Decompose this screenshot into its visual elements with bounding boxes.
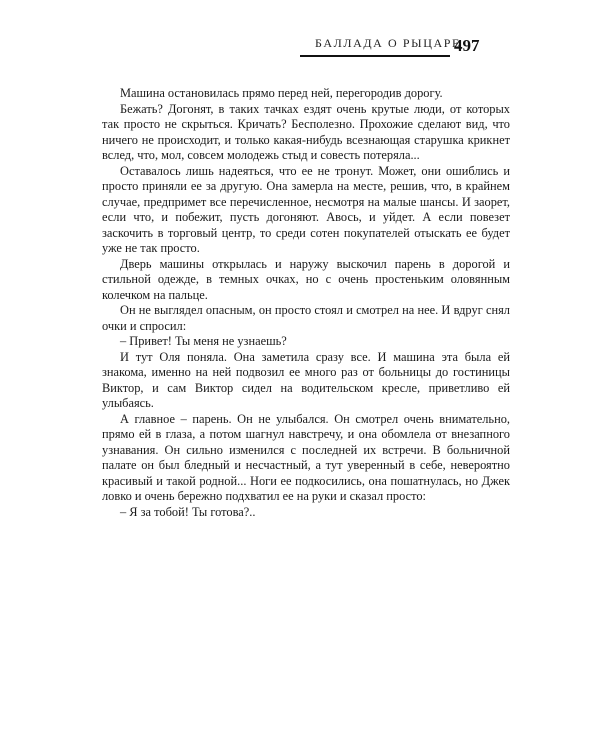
- header-rule: [300, 55, 450, 57]
- paragraph: Дверь машины открылась и наружу выскочил парень в дорогой и стильной одежде, в темных очках, но с очень простеньким оловянным колечком на пальце.: [102, 256, 510, 302]
- paragraph: Машина остановилась прямо перед ней, перегородив дорогу.: [120, 86, 443, 100]
- paragraph: И тут Оля поняла. Она заметила сразу все. И машина эта была ей знакома, именно на ней подвозил ее много раз от больницы до гостиницы Виктор, и сам Виктор сидел на водительском кресле, приветливо ей улыбаясь.: [102, 349, 510, 410]
- paragraph: А главное – парень. Он не улыбался. Он смотрел очень внимательно, прямо ей в глаза, а потом шагнул навстречу, и она обомлела от внезапного узнавания. Он сильно изменился с последней их встречи. В больничной палате он был бледный и несчастный, а тут уверенный в себе, невероятно красивый и такой родной... Ноги ее подкосились, она пошатнулась, но Джек ловко и очень бережно подхватил ее на руки и сказал просто:: [102, 411, 510, 503]
- running-title: БАЛЛАДА О РЫЦАРЕ: [315, 36, 461, 50]
- dialogue-line: – Привет! Ты меня не узнаешь?: [120, 334, 287, 348]
- body-text: [102, 86, 510, 520]
- running-header: [300, 36, 500, 60]
- paragraph: Он не выглядел опасным, он просто стоял и смотрел на нее. И вдруг снял очки и спросил:: [102, 303, 510, 333]
- dialogue-line: – Я за тобой! Ты готова?..: [120, 504, 256, 519]
- page-number: 497: [454, 36, 480, 55]
- paragraph: Бежать? Догонят, в таких тачках ездят очень крутые люди, от которых так просто не скрыться. Кричать? Бесполезно. Прохожие сделают вид, что ничего не происходит, и только какая-нибудь всезнающая старушка крикнет вслед, что, мол, совсем молодежь стыд и совесть потеряла...: [102, 101, 510, 162]
- paragraph: Оставалось лишь надеяться, что ее не тронут. Может, они ошиблись и просто приняли ее за другую. Она замерла на месте, решив, что, в крайнем случае, предпримет все перечисленное, несмотря на малые шансы. И заорет, если что, и побежит, пусть догоняют. Авось, и уйдет. А если повезет заскочить в торговый центр, то среди сотен покупателей отыскать ее будет уже не так просто.: [102, 163, 510, 255]
